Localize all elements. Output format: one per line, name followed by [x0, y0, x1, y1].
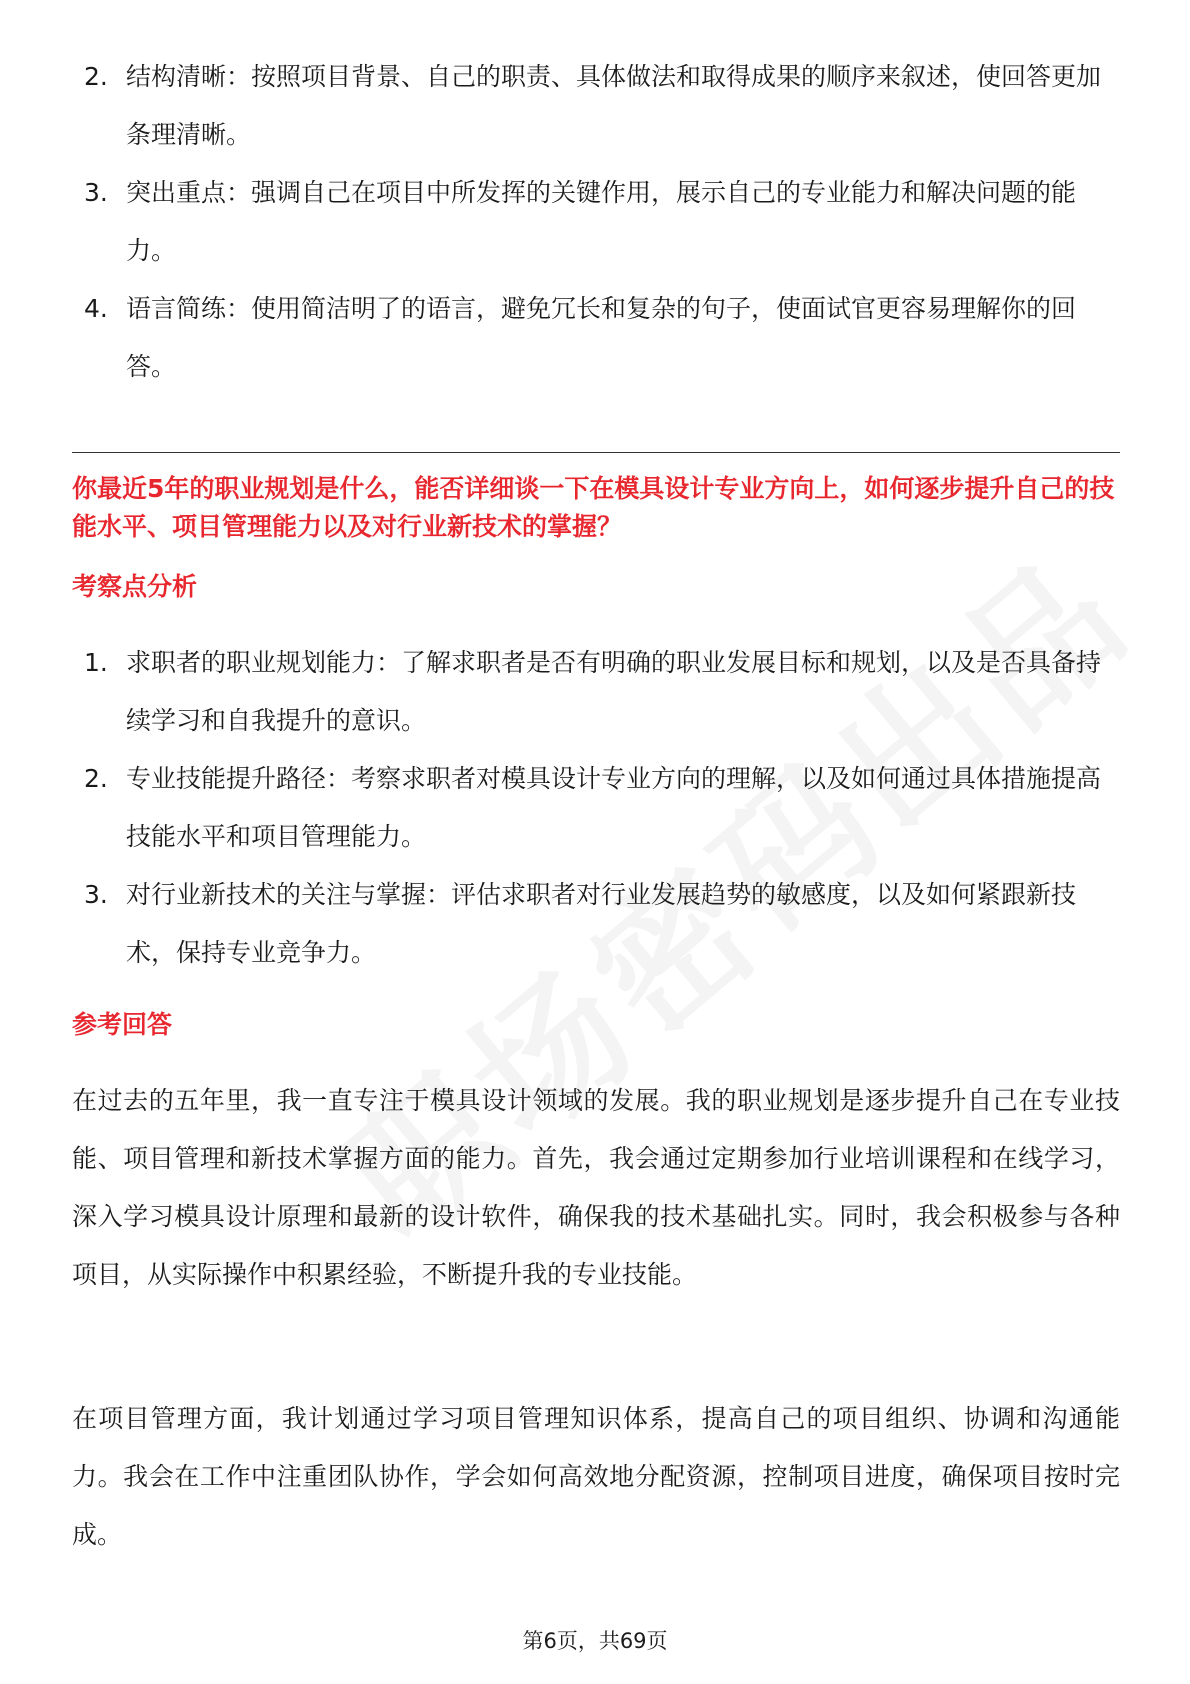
analysis-heading: 考察点分析	[72, 572, 198, 601]
list-number: 2.	[84, 764, 108, 793]
list-text: 考察求职者对模具设计专业方向的理解，以及如何通过具体措施提高技能水平和项目管理能力。	[126, 764, 1102, 851]
list-item	[0, 866, 1190, 982]
list-number: 3.	[84, 178, 108, 207]
list-term: 对行业新技术的关注与掌握：	[126, 880, 452, 909]
list-number: 3.	[84, 880, 108, 909]
question-heading: 你最近5年的职业规划是什么，能否详细谈一下在模具设计专业方向上，如何逐步提升自己的技能水平、项目管理能力以及对行业新技术的掌握？	[72, 474, 1115, 541]
list-text: 了解求职者是否有明确的职业发展目标和规划，以及是否具备持续学习和自我提升的意识。	[126, 648, 1102, 735]
list-number: 1.	[84, 648, 108, 677]
list-text: 使用简洁明了的语言，避免冗长和复杂的句子，使面试官更容易理解你的回答。	[126, 294, 1077, 381]
answer-paragraph: 在项目管理方面，我计划通过学习项目管理知识体系，提高自己的项目组织、协调和沟通能力。我会在工作中注重团队协作，学会如何高效地分配资源，控制项目进度，确保项目按时完成。	[72, 1404, 1120, 1549]
answer-paragraph: 在过去的五年里，我一直专注于模具设计领域的发展。我的职业规划是逐步提升自己在专业技能、项目管理和新技术掌握方面的能力。首先，我会通过定期参加行业培训课程和在线学习，深入学习模具设计原理和最新的设计软件，确保我的技术基础扎实。同时，我会积极参与各种项目，从实际操作中积累经验，不断提升我的专业技能。	[72, 1086, 1120, 1289]
list-number: 4.	[84, 294, 108, 323]
list-term: 求职者的职业规划能力：	[126, 648, 402, 677]
list-item	[0, 164, 1190, 280]
list-term: 结构清晰：	[126, 62, 252, 91]
analysis-list	[0, 634, 1190, 982]
list-text: 评估求职者对行业发展趋势的敏感度，以及如何紧跟新技术，保持专业竞争力。	[126, 880, 1077, 967]
list-text: 按照项目背景、自己的职责、具体做法和取得成果的顺序来叙述，使回答更加条理清晰。	[126, 62, 1102, 149]
list-term: 专业技能提升路径：	[126, 764, 352, 793]
answer-heading: 参考回答	[72, 1010, 173, 1039]
tips-list	[0, 48, 1190, 396]
list-text: 强调自己在项目中所发挥的关键作用，展示自己的专业能力和解决问题的能力。	[126, 178, 1077, 265]
section-divider	[72, 452, 1120, 453]
list-item	[0, 634, 1190, 750]
page-footer: 第6页，共69页	[522, 1629, 668, 1653]
list-item	[0, 48, 1190, 164]
list-term: 突出重点：	[126, 178, 252, 207]
list-item	[0, 750, 1190, 866]
list-number: 2.	[84, 62, 108, 91]
list-term: 语言简练：	[126, 294, 252, 323]
list-item	[0, 280, 1190, 396]
